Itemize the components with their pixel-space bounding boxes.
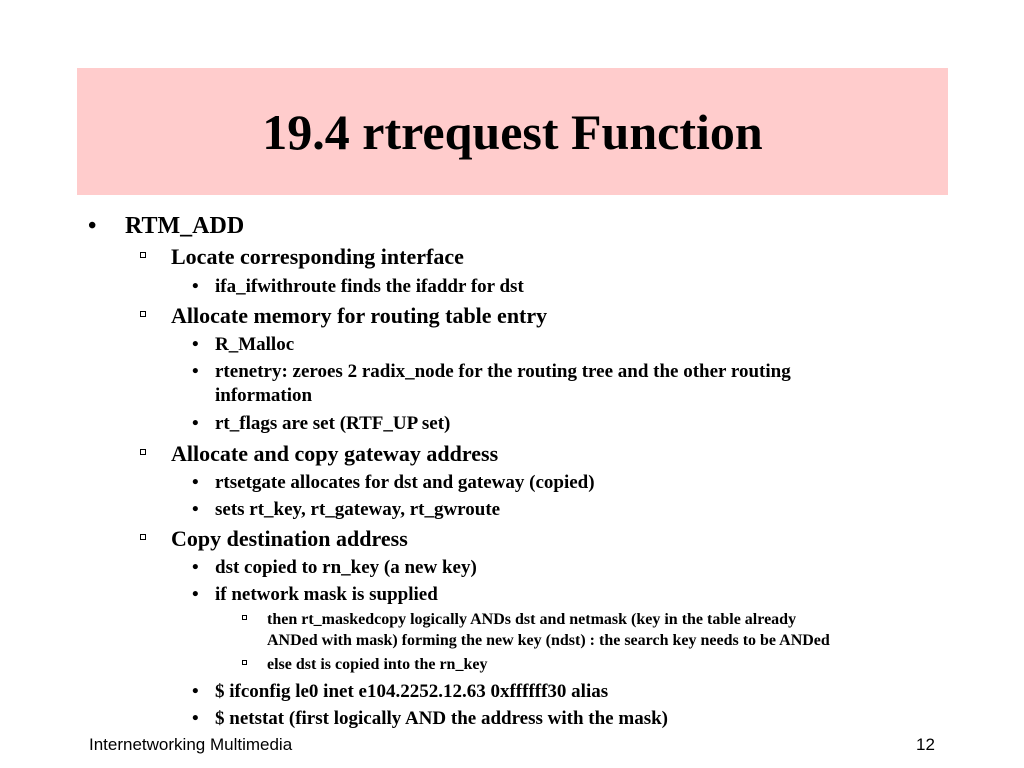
square-bullet-icon xyxy=(140,534,146,540)
bullet-maskedcopy-line1: then rt_maskedcopy logically ANDs dst and netmask (key in the table already xyxy=(267,611,797,628)
square-bullet-icon xyxy=(140,311,146,317)
bullet-dot-icon: • xyxy=(192,708,199,729)
bullet-ifconfig: $ ifconfig le0 inet e104.2252.12.63 0xffffff30 alias xyxy=(215,681,609,702)
bullet-netstat: $ netstat (first logically AND the address with the mask) xyxy=(215,708,668,729)
bullet-locate-interface: Locate corresponding interface xyxy=(171,244,464,269)
bullet-dot-icon: • xyxy=(192,334,199,355)
square-bullet-icon xyxy=(242,660,247,665)
bullet-allocate-gateway: Allocate and copy gateway address xyxy=(171,441,499,466)
bullet-dot-icon: • xyxy=(192,413,199,434)
bullet-ifa-ifwithroute: ifa_ifwithroute finds the ifaddr for dst xyxy=(215,276,524,297)
bullet-maskedcopy-line2: ANDed with mask) forming the new key (ndst) : the search key needs to be ANDed xyxy=(267,632,830,649)
bullet-dot-icon: • xyxy=(192,681,199,702)
square-bullet-icon xyxy=(242,615,247,620)
bullet-dot-icon: • xyxy=(192,276,199,297)
bullet-rt-flags: rt_flags are set (RTF_UP set) xyxy=(215,413,451,434)
footer-page-number: 12 xyxy=(916,735,935,754)
bullet-dot-icon: • xyxy=(88,213,97,239)
bullet-rtm-add: RTM_ADD xyxy=(125,213,245,239)
square-bullet-icon xyxy=(140,449,146,455)
bullet-r-malloc: R_Malloc xyxy=(215,334,295,355)
bullet-rtenetry-line2: information xyxy=(215,385,313,406)
bullet-dst-copied: dst copied to rn_key (a new key) xyxy=(215,557,477,578)
bullet-sets-rt-key: sets rt_key, rt_gateway, rt_gwroute xyxy=(215,499,501,520)
bullet-rtenetry-line1: rtenetry: zeroes 2 radix_node for the routing tree and the other routing xyxy=(215,361,791,382)
bullet-rtsetgate: rtsetgate allocates for dst and gateway (copied) xyxy=(215,472,595,493)
bullet-dot-icon: • xyxy=(192,584,199,605)
footer-course-title: Internetworking Multimedia xyxy=(89,735,293,754)
bullet-dot-icon: • xyxy=(192,499,199,520)
bullet-copy-destination: Copy destination address xyxy=(171,526,408,551)
bullet-dot-icon: • xyxy=(192,472,199,493)
bullet-dot-icon: • xyxy=(192,557,199,578)
bullet-else-dst: else dst is copied into the rn_key xyxy=(267,656,488,673)
slide-title: 19.4 rtrequest Function xyxy=(262,103,763,160)
bullet-allocate-memory: Allocate memory for routing table entry xyxy=(171,303,548,328)
square-bullet-icon xyxy=(140,252,146,258)
title-banner xyxy=(77,68,948,195)
bullet-network-mask: if network mask is supplied xyxy=(215,584,438,605)
bullet-dot-icon: • xyxy=(192,361,199,382)
